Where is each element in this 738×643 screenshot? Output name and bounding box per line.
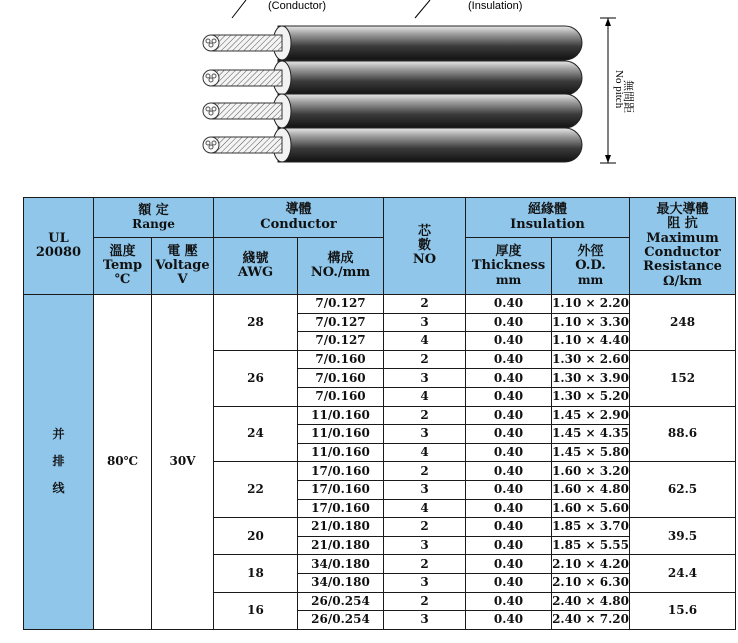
header-resistance: 最大導體 阻 抗 Maximum Conductor Resistance Ω/km <box>630 198 736 295</box>
cores-cell: 2 <box>384 350 466 369</box>
cores-cell: 2 <box>384 592 466 611</box>
resistance-cell: 24.4 <box>630 555 736 592</box>
header-temp: 溫度 Temp ℃ <box>94 238 152 295</box>
construction-cell: 17/0.160 <box>298 462 384 481</box>
resistance-cell: 88.6 <box>630 406 736 462</box>
od-cell: 1.60 × 4.80 <box>552 480 630 499</box>
resistance-cell: 15.6 <box>630 592 736 629</box>
construction-cell: 7/0.160 <box>298 350 384 369</box>
resistance-cell: 152 <box>630 350 736 406</box>
awg-cell: 22 <box>214 462 298 518</box>
od-cell: 1.85 × 3.70 <box>552 518 630 537</box>
thickness-cell: 0.40 <box>466 573 552 592</box>
construction-cell: 17/0.160 <box>298 499 384 518</box>
thickness-cell: 0.40 <box>466 295 552 314</box>
side-label-cell <box>24 295 94 630</box>
construction-cell: 11/0.160 <box>298 425 384 444</box>
thickness-cell: 0.40 <box>466 425 552 444</box>
construction-cell: 21/0.180 <box>298 518 384 537</box>
cores-cell: 4 <box>384 332 466 351</box>
construction-cell: 34/0.180 <box>298 555 384 574</box>
header-rated: 額 定 Range <box>94 198 214 238</box>
temperature-cell: 80℃ <box>94 295 152 630</box>
od-cell: 1.60 × 5.60 <box>552 499 630 518</box>
cores-cell: 3 <box>384 313 466 332</box>
od-cell: 2.10 × 4.20 <box>552 555 630 574</box>
insulation-body <box>278 61 582 95</box>
header-awg: 綫號 AWG <box>214 238 298 295</box>
od-cell: 1.85 × 5.55 <box>552 536 630 555</box>
construction-cell: 17/0.160 <box>298 480 384 499</box>
thickness-cell: 0.40 <box>466 443 552 462</box>
cores-cell: 4 <box>384 443 466 462</box>
resistance-cell: 39.5 <box>630 518 736 555</box>
header-od: 外徑 O.D. mm <box>552 238 630 295</box>
thickness-cell: 0.40 <box>466 499 552 518</box>
header-cores: 芯 數 NO <box>384 198 466 295</box>
awg-cell: 24 <box>214 406 298 462</box>
conductor-label: (Conductor) <box>268 0 327 12</box>
side-label-char: 线 <box>52 481 65 496</box>
thickness-cell: 0.40 <box>466 406 552 425</box>
insulation-body <box>278 26 582 60</box>
od-cell: 1.45 × 5.80 <box>552 443 630 462</box>
od-cell: 1.30 × 5.20 <box>552 387 630 406</box>
od-cell: 1.60 × 3.20 <box>552 462 630 481</box>
construction-cell: 11/0.160 <box>298 406 384 425</box>
thickness-cell: 0.40 <box>466 555 552 574</box>
cores-cell: 3 <box>384 425 466 444</box>
cores-cell: 4 <box>384 499 466 518</box>
cores-cell: 3 <box>384 573 466 592</box>
thickness-cell: 0.40 <box>466 387 552 406</box>
od-cell: 1.10 × 3.30 <box>552 313 630 332</box>
cores-cell: 3 <box>384 480 466 499</box>
insulation-label: (Insulation) <box>468 0 523 12</box>
thickness-cell: 0.40 <box>466 536 552 555</box>
od-cell: 1.45 × 4.35 <box>552 425 630 444</box>
header-insulation: 絕緣體 Insulation <box>466 198 630 238</box>
cores-cell: 3 <box>384 369 466 388</box>
cores-cell: 4 <box>384 387 466 406</box>
thickness-cell: 0.40 <box>466 518 552 537</box>
spec-table <box>23 197 736 630</box>
cores-cell: 2 <box>384 295 466 314</box>
thickness-cell: 0.40 <box>466 350 552 369</box>
insulation-body <box>278 128 582 162</box>
insulation-body <box>278 94 582 128</box>
conductor-strands <box>212 137 282 153</box>
thickness-cell: 0.40 <box>466 592 552 611</box>
construction-cell: 7/0.127 <box>298 313 384 332</box>
conductor-leader-line <box>232 0 246 18</box>
header-voltage: 電 壓 Voltage V <box>152 238 214 295</box>
od-cell: 1.30 × 2.60 <box>552 350 630 369</box>
cores-cell: 3 <box>384 611 466 630</box>
awg-cell: 18 <box>214 555 298 592</box>
insulation-leader-line <box>415 0 430 18</box>
construction-cell: 7/0.160 <box>298 369 384 388</box>
resistance-cell: 62.5 <box>630 462 736 518</box>
od-cell: 1.10 × 2.20 <box>552 295 630 314</box>
cable-wires <box>203 26 582 162</box>
thickness-cell: 0.40 <box>466 462 552 481</box>
header-construction: 構成 NO./mm <box>298 238 384 295</box>
thickness-cell: 0.40 <box>466 313 552 332</box>
side-label-char: 排 <box>52 454 65 469</box>
od-cell: 1.30 × 3.90 <box>552 369 630 388</box>
od-cell: 2.40 × 4.80 <box>552 592 630 611</box>
table-row <box>24 295 736 314</box>
awg-cell: 28 <box>214 295 298 351</box>
od-cell: 2.40 × 7.20 <box>552 611 630 630</box>
pitch-label-en: No pitch <box>613 70 625 109</box>
od-cell: 1.10 × 4.40 <box>552 332 630 351</box>
resistance-cell: 248 <box>630 295 736 351</box>
conductor-strands <box>212 70 282 86</box>
table-header <box>24 198 736 295</box>
cores-cell: 3 <box>384 536 466 555</box>
table-body <box>24 295 736 630</box>
cores-cell: 2 <box>384 518 466 537</box>
thickness-cell: 0.40 <box>466 480 552 499</box>
construction-cell: 26/0.254 <box>298 611 384 630</box>
construction-cell: 7/0.127 <box>298 295 384 314</box>
thickness-cell: 0.40 <box>466 611 552 630</box>
header-ul: UL 20080 <box>24 198 94 295</box>
construction-cell: 34/0.180 <box>298 573 384 592</box>
awg-cell: 16 <box>214 592 298 629</box>
voltage-cell: 30V <box>152 295 214 630</box>
conductor-strands <box>212 35 282 51</box>
cores-cell: 2 <box>384 406 466 425</box>
od-cell: 2.10 × 6.30 <box>552 573 630 592</box>
cores-cell: 2 <box>384 462 466 481</box>
construction-cell: 11/0.160 <box>298 443 384 462</box>
thickness-cell: 0.40 <box>466 332 552 351</box>
side-label-char: 并 <box>52 427 65 442</box>
pitch-label-cn: 無間距 <box>622 80 635 113</box>
flat-cable-diagram <box>0 0 738 185</box>
construction-cell: 7/0.160 <box>298 387 384 406</box>
od-cell: 1.45 × 2.90 <box>552 406 630 425</box>
thickness-cell: 0.40 <box>466 369 552 388</box>
header-thickness: 厚度 Thickness mm <box>466 238 552 295</box>
construction-cell: 21/0.180 <box>298 536 384 555</box>
header-conductor: 導體 Conductor <box>214 198 384 238</box>
cores-cell: 2 <box>384 555 466 574</box>
construction-cell: 7/0.127 <box>298 332 384 351</box>
awg-cell: 20 <box>214 518 298 555</box>
awg-cell: 26 <box>214 350 298 406</box>
construction-cell: 26/0.254 <box>298 592 384 611</box>
conductor-strands <box>212 103 282 119</box>
